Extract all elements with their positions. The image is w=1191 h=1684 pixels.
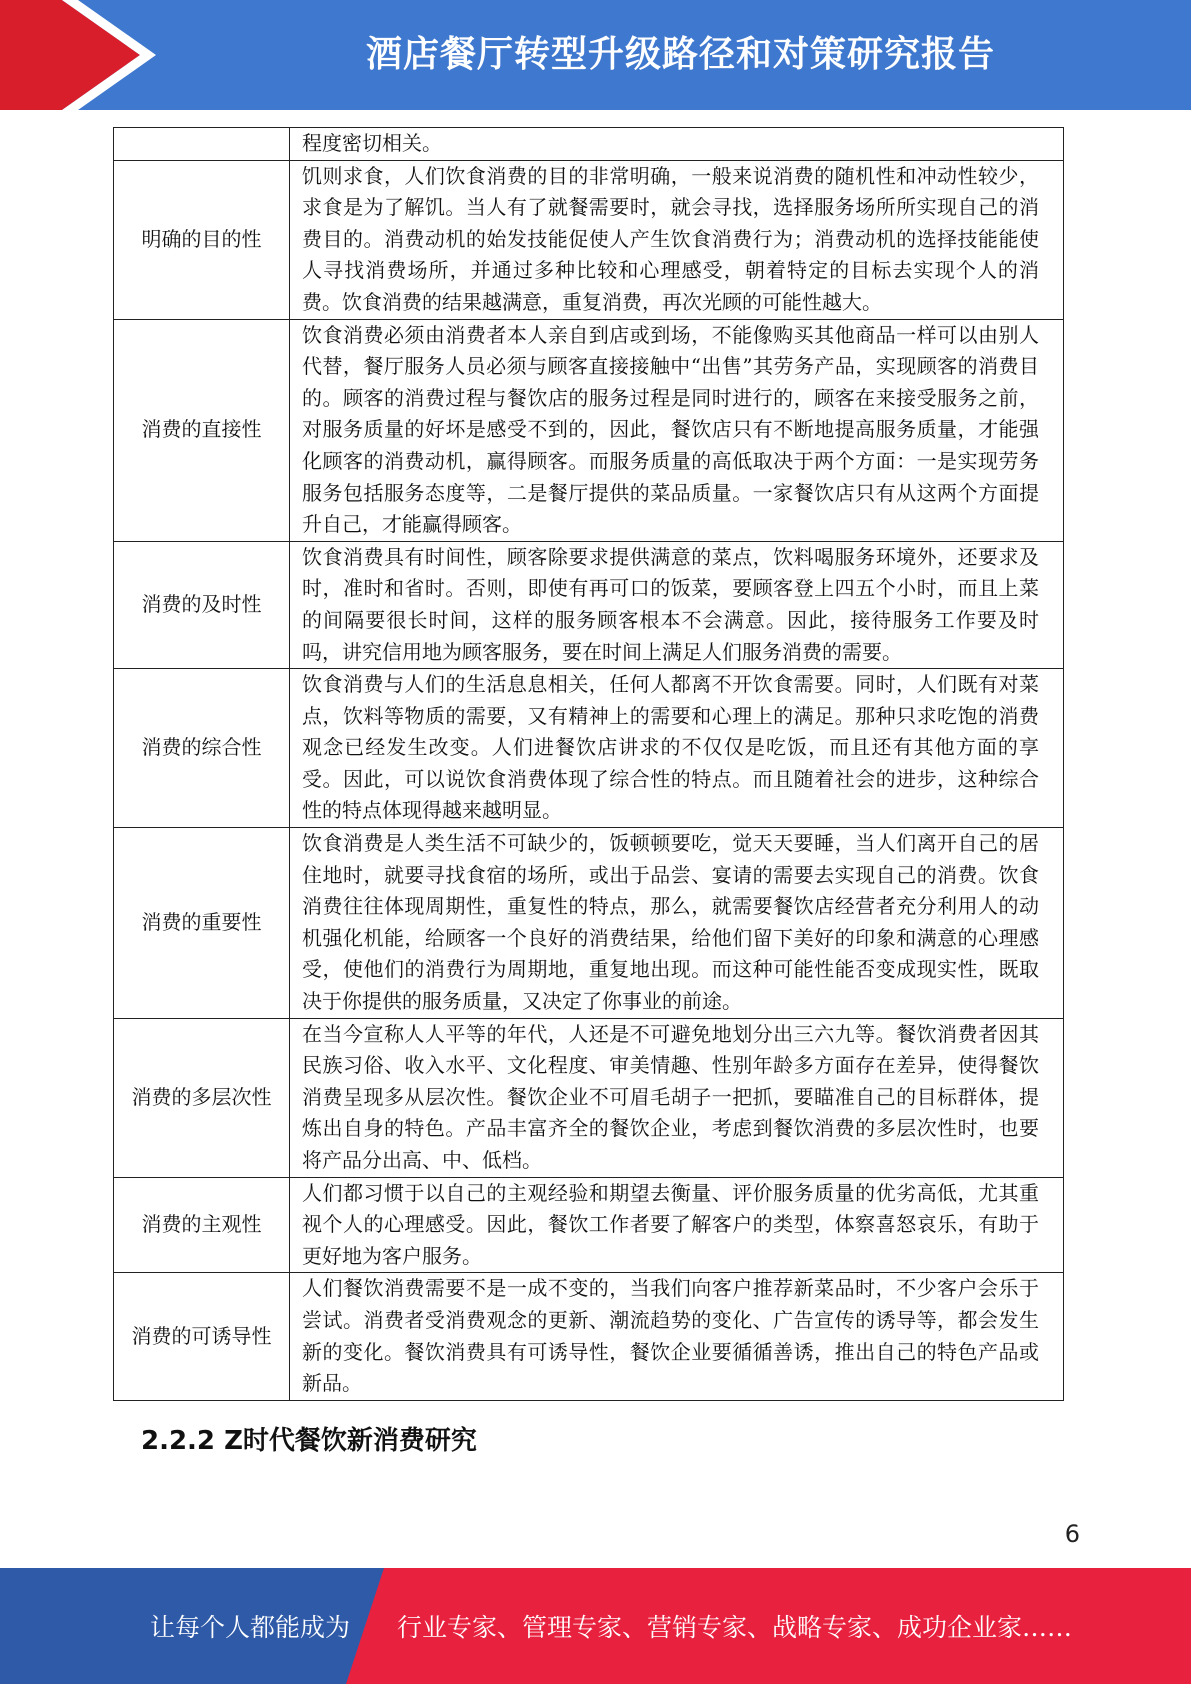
characteristics-table (113, 127, 1064, 1401)
row-label: 消费的综合性 (114, 669, 290, 828)
table-row (114, 1273, 1064, 1400)
row-label: 消费的多层次性 (114, 1018, 290, 1177)
row-description: 饥则求食，人们饮食消费的目的非常明确，一般来说消费的随机性和冲动性较少，求食是为了解饥。当人有了就餐需要时，就会寻找，选择服务场所所实现自己的消费目的。消费动机的始发技能促使人产生饮食消费行为；消费动机的选择技能能使人寻找消费场所，并通过多种比较和心理感受，朝着特定的目标去实现个人的消费。饮食消费的结果越满意，重复消费，再次光顾的可能性越大。 (290, 160, 1064, 319)
row-description: 饮食消费必须由消费者本人亲自到店或到场，不能像购买其他商品一样可以由别人代替，餐厅服务人员必须与顾客直接接触中“出售”其劳务产品，实现顾客的消费目的。顾客的消费过程与餐饮店的服务过程是同时进行的，顾客在来接受服务之前，对服务质量的好坏是感受不到的，因此，餐饮店只有不断地提高服务质量，才能强化顾客的消费动机，赢得顾客。而服务质量的高低取决于两个方面：一是实现劳务服务包括服务态度等，二是餐厅提供的菜品质量。一家餐饮店只有从这两个方面提升自己，才能赢得顾客。 (290, 319, 1064, 541)
row-description: 在当今宣称人人平等的年代，人还是不可避免地划分出三六九等。餐饮消费者因其民族习俗、收入水平、文化程度、审美情趣、性别年龄多方面存在差异，使得餐饮消费呈现多从层次性。餐饮企业不可眉毛胡子一把抓，要瞄准自己的目标群体，提炼出自身的特色。产品丰富齐全的餐饮企业，考虑到餐饮消费的多层次性时，也要将产品分出高、中、低档。 (290, 1018, 1064, 1177)
table-row (114, 128, 1064, 161)
row-label: 明确的目的性 (114, 160, 290, 319)
row-label (114, 128, 290, 161)
row-label: 消费的主观性 (114, 1177, 290, 1273)
table-row (114, 828, 1064, 1019)
row-description: 饮食消费是人类生活不可缺少的，饭顿顿要吃，觉天天要睡，当人们离开自己的居住地时，就要寻找食宿的场所，或出于品尝、宴请的需要去实现自己的消费。饮食消费往往体现周期性，重复性的特点，那么，就需要餐饮店经营者充分利用人的动机强化机能，给顾客一个良好的消费结果，给他们留下美好的印象和满意的心理感受，使他们的消费行为周期地，重复地出现。而这种可能性能否变成现实性，既取决于你提供的服务质量，又决定了你事业的前途。 (290, 828, 1064, 1019)
row-description: 程度密切相关。 (290, 128, 1064, 161)
row-label: 消费的及时性 (114, 541, 290, 668)
table-row (114, 319, 1064, 541)
table-row (114, 160, 1064, 319)
page-footer (0, 1568, 1191, 1684)
page-number: 6 (1064, 1520, 1080, 1548)
row-description: 人们餐饮消费需要不是一成不变的，当我们向客户推荐新菜品时，不少客户会乐于尝试。消费者受消费观念的更新、潮流趋势的变化、广告宣传的诱导等，都会发生新的变化。餐饮消费具有可诱导性，餐饮企业要循循善诱，推出自己的特色产品或新品。 (290, 1273, 1064, 1400)
page-header (0, 0, 1191, 110)
row-label: 消费的重要性 (114, 828, 290, 1019)
footer-slogan-left: 让每个人都能成为 (149, 1613, 350, 1642)
table-row (114, 1018, 1064, 1177)
table-row (114, 669, 1064, 828)
row-label: 消费的直接性 (114, 319, 290, 541)
footer-slogan-right: 行业专家、管理专家、营销专家、战略专家、成功企业家…… (397, 1613, 1073, 1642)
row-description: 饮食消费具有时间性，顾客除要求提供满意的菜点，饮料喝服务环境外，还要求及时，准时和省时。否则，即使有再可口的饭菜，要顾客登上四五个小时，而且上菜的间隔要很长时间，这样的服务顾客根本不会满意。因此，接待服务工作要及时吗，讲究信用地为顾客服务，要在时间上满足人们服务消费的需要。 (290, 541, 1064, 668)
table-row (114, 1177, 1064, 1273)
table-row (114, 541, 1064, 668)
header-arrow-decoration (0, 0, 200, 110)
row-description: 人们都习惯于以自己的主观经验和期望去衡量、评价服务质量的优劣高低，尤其重视个人的心理感受。因此，餐饮工作者要了解客户的类型，体察喜怒哀乐，有助于更好地为客户服务。 (290, 1177, 1064, 1273)
row-description: 饮食消费与人们的生活息息相关，任何人都离不开饮食需要。同时，人们既有对菜点，饮料等物质的需要，又有精神上的需要和心理上的满足。那种只求吃饱的消费观念已经发生改变。人们进餐饮店讲求的不仅仅是吃饭，而且还有其他方面的享受。因此，可以说饮食消费体现了综合性的特点。而且随着社会的进步，这种综合性的特点体现得越来越明显。 (290, 669, 1064, 828)
section-heading: 2.2.2 Z时代餐饮新消费研究 (141, 1426, 477, 1456)
row-label: 消费的可诱导性 (114, 1273, 290, 1400)
report-title: 酒店餐厅转型升级路径和对策研究报告 (365, 34, 995, 75)
